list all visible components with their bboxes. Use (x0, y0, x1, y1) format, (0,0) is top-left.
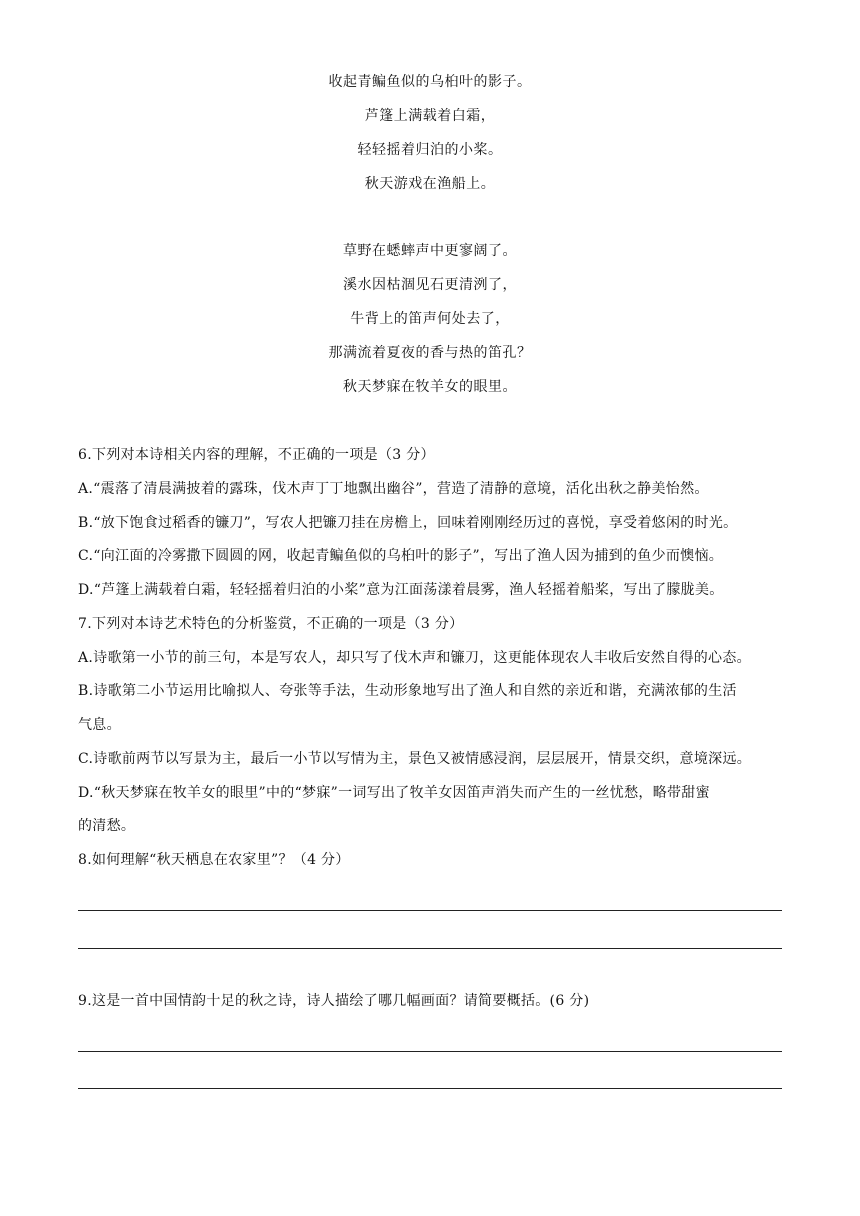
question-6-stem: 6.下列对本诗相关内容的理解，不正确的一项是（3 分） (78, 447, 435, 463)
question-8-stem: 8.如何理解“秋天栖息在农家里”？（4 分） (78, 852, 350, 868)
answer-line[interactable] (78, 948, 782, 949)
question-6-option-d: D.“芦篷上满载着白霜，轻轻摇着归泊的小桨”意为江面荡漾着晨雾，渔人轻摇着船桨，写出了朦胧美。 (78, 582, 724, 598)
question-7-option-a: A.诗歌第一小节的前三句，本是写农人，却只写了伐木声和镰刀，这更能体现农人丰收后安然自得的心态。 (78, 650, 751, 666)
poem-line: 秋天游戏在渔船上。 (364, 176, 496, 192)
question-7-option-d-cont: 的清愁。 (78, 818, 136, 834)
question-7-option-b: B.诗歌第二小节运用比喻拟人、夸张等手法，生动形象地写出了渔人和自然的亲近和谐，充满浓郁的生活 (78, 683, 737, 699)
poem-line: 收起青鳊鱼似的乌桕叶的影子。 (328, 74, 532, 90)
answer-line[interactable] (78, 1088, 782, 1089)
question-6-option-c: C.“向江面的冷雾撒下圆圆的网，收起青鳊鱼似的乌桕叶的影子”，写出了渔人因为捕到的鱼少而懊恼。 (78, 548, 724, 564)
answer-line[interactable] (78, 910, 782, 911)
answer-line[interactable] (78, 1051, 782, 1052)
poem-line: 轻轻摇着归泊的小桨。 (357, 142, 503, 158)
poem-line: 牛背上的笛声何处去了， (350, 311, 510, 327)
question-7-option-c: C.诗歌前两节以写景为主，最后一小节以写情为主，景色又被情感浸润，层层展开，情景交织，意境深远。 (78, 751, 752, 767)
question-7-option-d: D.“秋天梦寐在牧羊女的眼里”中的“梦寐”一词写出了牧羊女因笛声消失而产生的一丝忧愁，略带甜蜜 (78, 785, 710, 801)
poem-line: 芦篷上满载着白霜， (364, 108, 496, 124)
question-7-stem: 7.下列对本诗艺术特色的分析鉴赏，不正确的一项是（3 分） (78, 616, 464, 632)
poem-line: 溪水因枯涸见石更清洌了， (343, 277, 517, 293)
question-9-stem: 9.这是一首中国情韵十足的秋之诗，诗人描绘了哪几幅画面？请简要概括。(6 分) (78, 993, 590, 1009)
question-6-option-b: B.“放下饱食过稻香的镰刀”，写农人把镰刀挂在房檐上，回味着刚刚经历过的喜悦，享受着悠闲的时光。 (78, 515, 738, 531)
poem-line: 秋天梦寐在牧羊女的眼里。 (343, 379, 517, 395)
poem-line: 那满流着夏夜的香与热的笛孔？ (328, 345, 532, 361)
question-6-option-a: A.“震落了清晨满披着的露珠，伐木声丁丁地飘出幽谷”，营造了清静的意境，活化出秋之静美怡然。 (78, 481, 709, 497)
poem-line: 草野在蟋蟀声中更寥阔了。 (343, 243, 517, 259)
question-7-option-b-cont: 气息。 (78, 717, 121, 733)
